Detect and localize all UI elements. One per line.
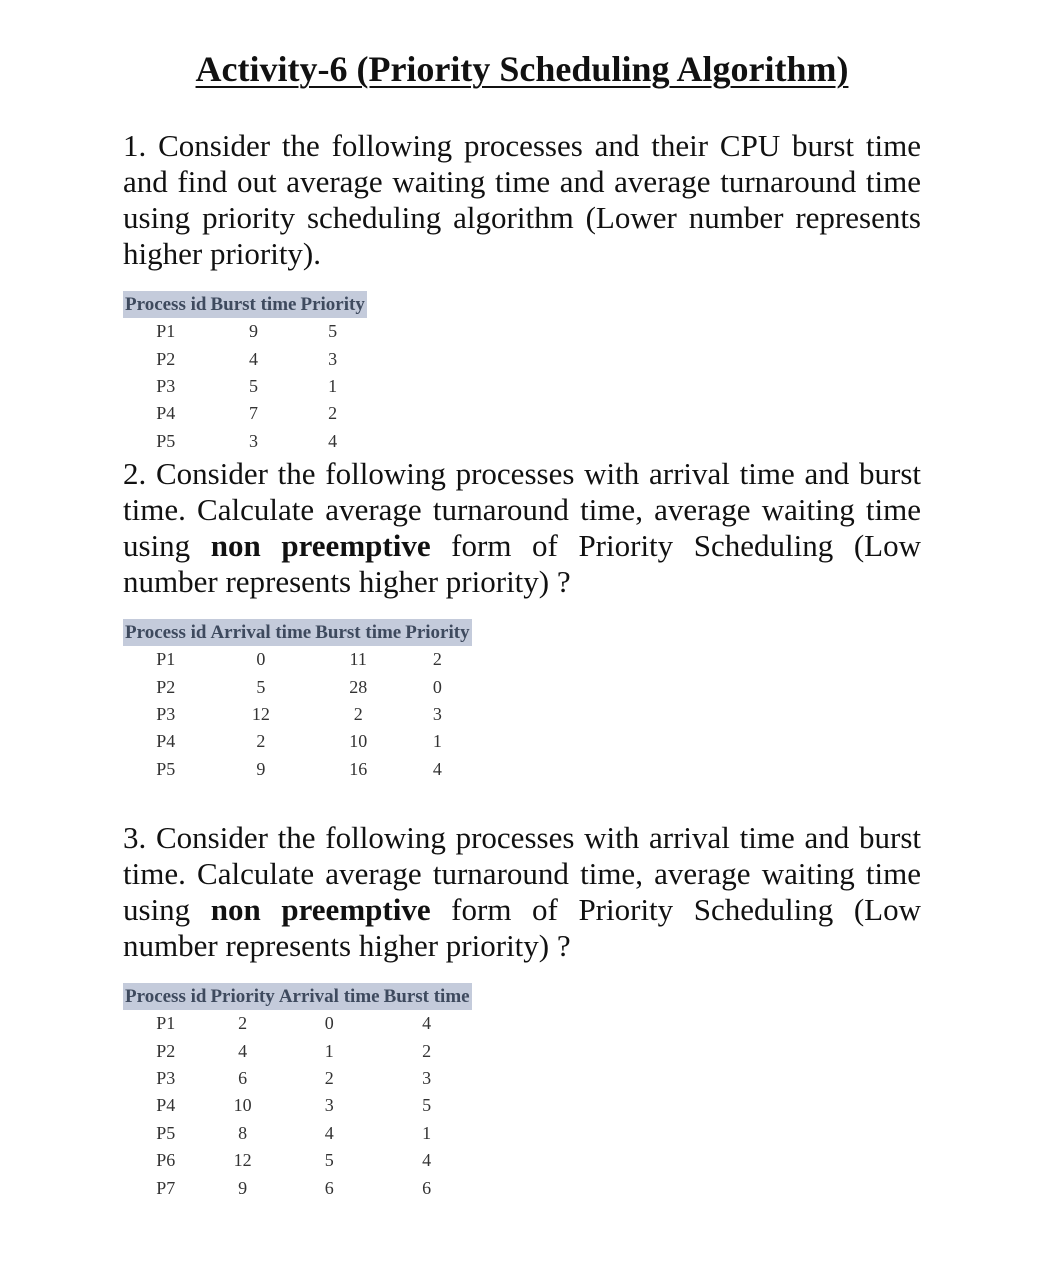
table-row (123, 728, 472, 755)
table-cell: P1 (156, 321, 176, 342)
table-cell: 5 (256, 676, 266, 697)
table-cell: 0 (324, 1013, 334, 1034)
table-cell: P4 (156, 731, 176, 752)
table-cell: P3 (156, 1067, 176, 1088)
question-2-text (123, 456, 921, 600)
table-cell: P5 (156, 430, 176, 451)
column-header: Process id (123, 619, 208, 646)
table-cell: 3 (422, 1067, 432, 1088)
table-cell: 5 (324, 1150, 334, 1171)
table-cell: 11 (349, 649, 367, 670)
question-2-emphasis: non preemptive (210, 528, 431, 563)
table-cell: 2 (422, 1040, 432, 1061)
table-row (123, 1010, 472, 1037)
table-cell: 4 (238, 1040, 248, 1061)
column-header: Burst time (382, 983, 472, 1010)
table-row (123, 1065, 472, 1092)
table-cell: 12 (251, 703, 270, 724)
table-cell: 4 (422, 1013, 432, 1034)
table-cell: 4 (324, 1122, 334, 1143)
column-header: Priority (208, 983, 276, 1010)
table-row (123, 1037, 472, 1064)
question-1-text: 1. Consider the following processes and their CPU burst time and find out average waiting time and average turnaround time using priority scheduling algorithm (Lower number represents higher priority). (123, 128, 921, 271)
table-cell: P2 (156, 1040, 176, 1061)
table-cell: 2 (328, 403, 338, 424)
table-cell: 0 (256, 649, 266, 670)
table-row (123, 646, 472, 673)
table-row (123, 400, 367, 427)
question-3-intro: 3. Consider the following processes with arrival time and burst time. Calculate average turnaround time, average waiting time using (123, 820, 921, 927)
table-cell: 4 (248, 348, 258, 369)
table-header-row (123, 291, 367, 318)
column-header: Priority (298, 291, 366, 318)
table-cell: 12 (233, 1150, 252, 1171)
table-cell: P3 (156, 703, 176, 724)
table-row (123, 373, 367, 400)
table-cell: 3 (432, 703, 442, 724)
table-cell: 1 (422, 1122, 432, 1143)
table-cell: P4 (156, 1095, 176, 1116)
question-2-intro: 2. Consider the following processes with arrival time and burst time. Calculate average turnaround time, average waiting time using (123, 456, 921, 563)
table-cell: 2 (353, 703, 363, 724)
table-cell: 6 (422, 1177, 432, 1198)
table-cell: P6 (156, 1150, 176, 1171)
table-cell: 9 (248, 321, 258, 342)
column-header: Burst time (208, 291, 298, 318)
table-cell: 4 (328, 430, 338, 451)
question-3-rest: form of Priority Scheduling (Low number represents higher priority) ? (123, 892, 921, 963)
table-cell: 3 (324, 1095, 334, 1116)
table-row (123, 1092, 472, 1119)
table-cell: 4 (422, 1150, 432, 1171)
table-cell: P2 (156, 676, 176, 697)
process-table-3 (123, 983, 472, 1202)
table-cell: 4 (432, 758, 442, 779)
table-row (123, 1147, 472, 1174)
table-cell: 3 (248, 430, 258, 451)
table-cell: 1 (328, 375, 338, 396)
table-cell: P5 (156, 758, 176, 779)
table-cell: 10 (349, 731, 368, 752)
table-row (123, 345, 367, 372)
table-cell: 8 (238, 1122, 248, 1143)
column-header: Arrival time (208, 619, 313, 646)
page-title: Activity-6 (Priority Scheduling Algorithm) (195, 49, 849, 89)
table-cell: 16 (349, 758, 368, 779)
table-cell: P4 (156, 403, 176, 424)
table-cell: P5 (156, 1122, 176, 1143)
table-cell: 10 (233, 1095, 252, 1116)
table-cell: 1 (324, 1040, 334, 1061)
table-row (123, 673, 472, 700)
table-cell: P7 (156, 1177, 176, 1198)
table-cell: 0 (432, 676, 442, 697)
table-cell: 6 (238, 1067, 248, 1088)
table-row (123, 428, 367, 455)
table-cell: 5 (422, 1095, 432, 1116)
table-row (123, 1120, 472, 1147)
question-3-text (123, 820, 921, 964)
table-cell: 5 (248, 375, 258, 396)
table-cell: 1 (432, 731, 442, 752)
table-row (123, 756, 472, 783)
column-header: Process id (123, 291, 208, 318)
question-3-emphasis: non preemptive (210, 892, 431, 927)
table-cell: 7 (248, 403, 258, 424)
table-row (123, 701, 472, 728)
table-cell: 3 (328, 348, 338, 369)
table-cell: P1 (156, 1013, 176, 1034)
process-table-1 (123, 291, 367, 455)
table-cell: 28 (349, 676, 368, 697)
table-cell: 5 (328, 321, 338, 342)
table-cell: 9 (238, 1177, 248, 1198)
column-header: Process id (123, 983, 208, 1010)
column-header: Arrival time (277, 983, 382, 1010)
table-cell: P3 (156, 375, 176, 396)
table-header-row (123, 619, 472, 646)
table-cell: P1 (156, 649, 176, 670)
table-row (123, 1174, 472, 1201)
question-2-rest: form of Priority Scheduling (Low number represents higher priority) ? (123, 528, 921, 599)
table-cell: 9 (256, 758, 266, 779)
table-row (123, 318, 367, 345)
column-header: Priority (403, 619, 471, 646)
table-cell: 6 (324, 1177, 334, 1198)
table-cell: 2 (432, 649, 442, 670)
table-cell: 2 (324, 1067, 334, 1088)
table-cell: P2 (156, 348, 176, 369)
process-table-2 (123, 619, 472, 783)
table-cell: 2 (256, 731, 266, 752)
column-header: Burst time (313, 619, 403, 646)
table-header-row (123, 983, 472, 1010)
table-cell: 2 (238, 1013, 248, 1034)
